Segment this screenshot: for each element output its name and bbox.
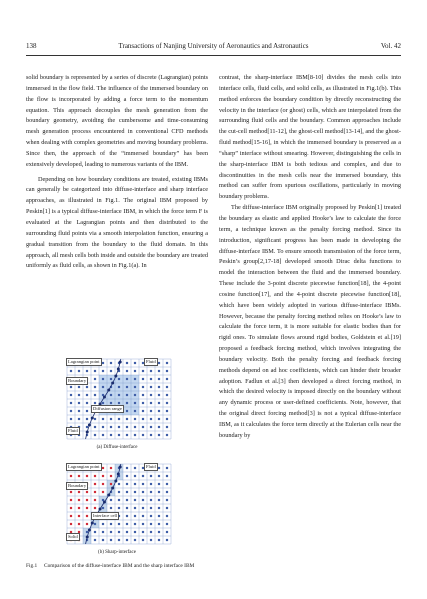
- fluid-point: [150, 370, 152, 372]
- fluid-point: [158, 483, 160, 485]
- solid-point: [102, 483, 104, 485]
- fluid-point: [166, 402, 168, 404]
- solid-point: [78, 523, 80, 525]
- fluid-point: [126, 418, 128, 420]
- lagrangian-point: [103, 501, 106, 504]
- fluid-point: [150, 418, 152, 420]
- fluid-point: [126, 475, 128, 477]
- volume-label: Vol. 42: [380, 42, 401, 50]
- solid-point: [70, 491, 72, 493]
- fluid-point: [102, 402, 104, 404]
- fluid-point: [166, 362, 168, 364]
- solid-point: [102, 467, 104, 469]
- fluid-point: [166, 491, 168, 493]
- subfigure-caption: (a) Diffuse-interface: [96, 445, 138, 450]
- fluid-point: [150, 539, 152, 541]
- fluid-point: [94, 418, 96, 420]
- fluid-label: Fluid: [146, 464, 156, 469]
- fluid-point: [126, 523, 128, 525]
- fluid-point: [110, 434, 112, 436]
- figure-number: Fig.1: [26, 563, 38, 569]
- fluid-point: [150, 475, 152, 477]
- fluid-point: [134, 434, 136, 436]
- fluid-point: [142, 386, 144, 388]
- fluid-point: [142, 483, 144, 485]
- fluid-point: [126, 378, 128, 380]
- fluid-point: [118, 539, 120, 541]
- header-rule: [26, 55, 401, 56]
- fluid-point: [86, 370, 88, 372]
- lagrangian-point: [117, 473, 120, 476]
- fluid-point: [134, 467, 136, 469]
- journal-title: Transactions of Nanjing University of Aeronautics and Astronautics: [118, 42, 309, 50]
- diffusion-range-label: Diffusion range: [93, 406, 122, 411]
- solid-point: [110, 467, 112, 469]
- fluid-point: [134, 531, 136, 533]
- fluid-point: [166, 515, 168, 517]
- fluid-point: [134, 426, 136, 428]
- lagrangian-point: [111, 382, 114, 385]
- lagrangian-point: [117, 368, 120, 371]
- fluid-point: [158, 362, 160, 364]
- paragraph: contrast, the sharp-interface IBM[8-10] divides the mesh cells into interface cells, fluid cells, and solid cells, as illustrated in Fig.1(b). This method enforces the boundary condition by directly reconstructing the velocity in the interface (or ghost) cells, which are interpolated from the surrounding fluid cells and the boundary. Common approaches include the cut-cell method[11-12], the ghost-cell method[13-14], and the ghost-fluid method[15-16], in which the immersed boundary is preserved as a “sharp” interface without smearing. However, distinguishing the cells in the sharp-interface IBM is both tedious and complex, and due to discontinuities in the mesh cells near the immersed boundary, this method can suffer from spurious oscillations, particularly in moving boundary problems.: [219, 74, 401, 201]
- fluid-point: [118, 418, 120, 420]
- fluid-point: [70, 386, 72, 388]
- fluid-point: [150, 515, 152, 517]
- solid-point: [86, 475, 88, 477]
- fluid-point: [150, 434, 152, 436]
- fluid-point: [166, 378, 168, 380]
- fluid-label: Fluid: [68, 428, 78, 433]
- fluid-point: [166, 483, 168, 485]
- fluid-point: [166, 434, 168, 436]
- fluid-point: [166, 499, 168, 501]
- fluid-point: [70, 410, 72, 412]
- fluid-point: [110, 418, 112, 420]
- fluid-point: [150, 523, 152, 525]
- fluid-point: [86, 410, 88, 412]
- fluid-point: [102, 434, 104, 436]
- solid-point: [86, 515, 88, 517]
- fluid-point: [134, 394, 136, 396]
- fluid-point: [126, 402, 128, 404]
- fluid-point: [166, 418, 168, 420]
- lagrangian-point-label: Lagrangian point: [68, 359, 100, 364]
- solid-point: [78, 507, 80, 509]
- solid-point: [94, 483, 96, 485]
- fluid-point: [126, 386, 128, 388]
- fluid-point: [118, 491, 120, 493]
- fluid-point: [118, 378, 120, 380]
- fluid-point: [134, 378, 136, 380]
- figure-caption: [26, 562, 208, 570]
- fluid-point: [110, 426, 112, 428]
- fluid-point: [102, 378, 104, 380]
- solid-point: [70, 515, 72, 517]
- fluid-point: [102, 370, 104, 372]
- fluid-point: [126, 531, 128, 533]
- solid-point: [94, 475, 96, 477]
- fluid-point: [142, 370, 144, 372]
- fluid-point: [126, 499, 128, 501]
- lagrangian-point: [107, 494, 110, 497]
- fluid-point: [134, 418, 136, 420]
- subfigure-caption: (b) Sharp-interface: [98, 550, 136, 555]
- fluid-point: [142, 507, 144, 509]
- fluid-point: [126, 394, 128, 396]
- fluid-point: [134, 515, 136, 517]
- fluid-point: [142, 531, 144, 533]
- boundary-label: Boundary: [68, 483, 87, 488]
- fluid-point: [94, 434, 96, 436]
- fluid-point: [166, 531, 168, 533]
- fluid-point: [118, 483, 120, 485]
- solid-point: [70, 475, 72, 477]
- fluid-point: [134, 539, 136, 541]
- fluid-point: [70, 402, 72, 404]
- fluid-point: [126, 434, 128, 436]
- fluid-point: [86, 426, 88, 428]
- lagrangian-point: [114, 375, 117, 378]
- lagrangian-point: [114, 480, 117, 483]
- fluid-point: [94, 523, 96, 525]
- fluid-point: [110, 362, 112, 364]
- lagrangian-point-label: Lagrangian point: [68, 464, 100, 469]
- fluid-point: [118, 434, 120, 436]
- fluid-point: [150, 402, 152, 404]
- fluid-point: [70, 394, 72, 396]
- solid-point: [78, 491, 80, 493]
- lagrangian-point: [88, 529, 91, 532]
- lagrangian-point: [91, 417, 94, 420]
- fluid-point: [86, 402, 88, 404]
- fluid-point: [150, 410, 152, 412]
- fluid-point: [134, 410, 136, 412]
- fluid-point: [134, 362, 136, 364]
- fluid-point: [158, 539, 160, 541]
- fluid-point: [94, 426, 96, 428]
- fluid-point: [142, 402, 144, 404]
- fluid-point: [150, 483, 152, 485]
- fluid-point: [134, 402, 136, 404]
- fluid-point: [78, 394, 80, 396]
- fluid-point: [94, 539, 96, 541]
- fluid-point: [150, 394, 152, 396]
- fluid-point: [110, 370, 112, 372]
- fluid-point: [158, 523, 160, 525]
- left-column: [26, 73, 208, 272]
- solid-point: [94, 491, 96, 493]
- fluid-point: [110, 378, 112, 380]
- fluid-point: [142, 491, 144, 493]
- figure-caption-text: Comparison of the diffuse-interface IBM and the sharp interface IBM: [44, 563, 195, 569]
- fluid-point: [118, 426, 120, 428]
- fluid-point: [126, 370, 128, 372]
- solid-point: [110, 475, 112, 477]
- fluid-point: [86, 418, 88, 420]
- fluid-point: [110, 507, 112, 509]
- solid-point: [70, 507, 72, 509]
- fluid-point: [126, 410, 128, 412]
- solid-point: [110, 483, 112, 485]
- fluid-point: [78, 418, 80, 420]
- fluid-point: [158, 507, 160, 509]
- solid-point: [86, 523, 88, 525]
- fluid-point: [118, 394, 120, 396]
- fluid-point: [158, 394, 160, 396]
- fluid-point: [94, 394, 96, 396]
- solid-point: [94, 499, 96, 501]
- lagrangian-point: [107, 389, 110, 392]
- fluid-point: [110, 539, 112, 541]
- fluid-point: [126, 539, 128, 541]
- fluid-point: [150, 531, 152, 533]
- fluid-point: [110, 402, 112, 404]
- fluid-point: [78, 402, 80, 404]
- fluid-point: [126, 426, 128, 428]
- fluid-point: [94, 386, 96, 388]
- interface-cell-label: Interface cell: [93, 513, 118, 518]
- fluid-point: [110, 531, 112, 533]
- fluid-point: [102, 386, 104, 388]
- fluid-point: [142, 515, 144, 517]
- figure-panel-sharp: [62, 460, 172, 558]
- fluid-point: [166, 410, 168, 412]
- fluid-point: [126, 491, 128, 493]
- fluid-point: [166, 539, 168, 541]
- fluid-point: [150, 378, 152, 380]
- fluid-point: [86, 531, 88, 533]
- right-column: [219, 73, 401, 442]
- solid-point: [86, 499, 88, 501]
- fluid-point: [102, 539, 104, 541]
- fluid-point: [142, 475, 144, 477]
- solid-point: [78, 475, 80, 477]
- fluid-point: [142, 378, 144, 380]
- fluid-point: [158, 370, 160, 372]
- fluid-point: [158, 418, 160, 420]
- fluid-point: [94, 402, 96, 404]
- fluid-point: [102, 426, 104, 428]
- fluid-point: [134, 370, 136, 372]
- fluid-point: [102, 523, 104, 525]
- fluid-point: [126, 507, 128, 509]
- solid-point: [102, 491, 104, 493]
- solid-point: [70, 499, 72, 501]
- paragraph: solid boundary is represented by a series of discrete (Lagrangian) points immersed in the flow field. The influence of the immersed boundary on the flow is incorporated by adding a force term to the momentum equation. This approach decouples the mesh generation from the boundary geometry, avoiding the cumbersome and time-consuming mesh generation process encountered in conventional CFD methods when dealing with complex geometries and moving boundary problems. Since then, the approach of the “immersed boundary” has been extensively developed, leading to numerous variants of the IBM.: [26, 74, 208, 168]
- solid-point: [70, 523, 72, 525]
- lagrangian-point: [103, 396, 106, 399]
- fluid-point: [70, 418, 72, 420]
- fluid-point: [158, 434, 160, 436]
- fluid-point: [150, 386, 152, 388]
- fluid-point: [166, 467, 168, 469]
- solid-point: [78, 499, 80, 501]
- page-number: 138: [26, 42, 37, 50]
- fluid-point: [94, 370, 96, 372]
- fluid-point: [134, 499, 136, 501]
- fluid-point: [102, 418, 104, 420]
- solid-label: Solid: [68, 534, 78, 539]
- boundary-label: Boundary: [68, 378, 87, 383]
- fluid-point: [110, 499, 112, 501]
- page-header: [26, 40, 401, 54]
- fluid-point: [158, 386, 160, 388]
- lagrangian-point: [86, 536, 89, 539]
- lagrangian-point: [91, 522, 94, 525]
- fluid-point: [86, 386, 88, 388]
- figure-1: [26, 355, 208, 570]
- fluid-point: [158, 426, 160, 428]
- fluid-point: [142, 394, 144, 396]
- lagrangian-point: [86, 431, 89, 434]
- fluid-point: [166, 426, 168, 428]
- fluid-point: [142, 523, 144, 525]
- fluid-point: [118, 523, 120, 525]
- fluid-point: [150, 499, 152, 501]
- fluid-point: [142, 499, 144, 501]
- solid-point: [78, 515, 80, 517]
- fluid-point: [134, 523, 136, 525]
- fluid-point: [134, 475, 136, 477]
- fluid-point: [126, 483, 128, 485]
- fluid-point: [110, 394, 112, 396]
- lagrangian-point: [111, 487, 114, 490]
- fluid-point: [110, 523, 112, 525]
- paragraph: Depending on how boundary conditions are treated, existing IBMs can generally be categorized into diffuse-interface and sharp interface approaches, as illustrated in Fig.1. The original IBM proposed by Peskin[1] is a typical diffuse-interface IBM, in which the force term F is evaluated at the Lagrangian points and then distributed to the surrounding fluid points via a smooth interpolation function, ensuring a gradual transition from the boundary to the fluid domain. In this approach, all mesh cells both inside and outside the boundary are treated uniformly as fluid cells, as shown in Fig.1(a). In: [26, 175, 208, 270]
- lagrangian-point: [119, 361, 122, 364]
- fluid-point: [118, 499, 120, 501]
- fluid-point: [142, 418, 144, 420]
- lagrangian-point: [88, 424, 91, 427]
- fluid-point: [102, 362, 104, 364]
- fluid-point: [142, 426, 144, 428]
- fluid-point: [78, 370, 80, 372]
- fluid-point: [86, 394, 88, 396]
- fluid-point: [150, 507, 152, 509]
- fluid-point: [102, 507, 104, 509]
- fluid-point: [118, 386, 120, 388]
- fluid-point: [118, 531, 120, 533]
- fluid-point: [166, 394, 168, 396]
- fluid-point: [94, 378, 96, 380]
- fluid-point: [78, 410, 80, 412]
- fluid-point: [118, 507, 120, 509]
- fluid-point: [166, 507, 168, 509]
- fluid-point: [166, 386, 168, 388]
- fluid-point: [102, 531, 104, 533]
- fluid-point: [134, 483, 136, 485]
- fluid-point: [158, 531, 160, 533]
- fluid-point: [94, 531, 96, 533]
- fluid-point: [166, 370, 168, 372]
- fluid-point: [158, 491, 160, 493]
- fluid-point: [134, 507, 136, 509]
- solid-point: [86, 507, 88, 509]
- fluid-point: [70, 370, 72, 372]
- solid-point: [94, 507, 96, 509]
- fluid-point: [158, 402, 160, 404]
- fluid-point: [134, 386, 136, 388]
- fluid-point: [142, 410, 144, 412]
- fluid-point: [166, 475, 168, 477]
- paragraph: The diffuse-interface IBM originally proposed by Peskin[1] treated the boundary as elastic and applied Hooke’s law to calculate the force term, a technique known as the penalty forcing method. Since its introduction, significant progress has been made in developing the diffuse-interface IBM. To ensure smooth transmission of the force term, Peskin’s group[2,17-18] developed smooth Dirac delta functions to model the interaction between the fluid and the immersed boundary. These include the 3-point discrete piecewise function[18], the 4-point cosine function[17], and the 4-point discrete piecewise function[18], which have been widely adopted in various diffuse-interface IBMs. However, because the penalty forcing method relies on Hooke’s law to calculate the force term, it is more suitable for elastic bodies than for rigid ones. To simulate flows around rigid bodies, Goldstein et al.[19] proposed a feedback forcing method, which involves integrating the boundary velocity. Both the penalty forcing and feedback forcing methods depend on ad hoc coefficients, which can hinder their broader adoption. Fadlun et al.[3] then developed a direct forcing method, in which the desired velocity is imposed directly on the boundary without any dynamic process or user-defined coefficients. Note, however, that the original direct forcing method[3] is not a typical diffuse-interface IBM, as it calculates the force term directly at the Eulerian cells near the boundary by: [219, 204, 401, 439]
- solid-point: [86, 491, 88, 493]
- fluid-point: [142, 434, 144, 436]
- fluid-point: [158, 410, 160, 412]
- figure-panel-diffuse: [62, 355, 172, 453]
- fluid-point: [78, 386, 80, 388]
- fluid-point: [158, 378, 160, 380]
- fluid-point: [166, 523, 168, 525]
- fluid-point: [158, 467, 160, 469]
- fluid-point: [142, 539, 144, 541]
- fluid-point: [158, 515, 160, 517]
- solid-point: [102, 475, 104, 477]
- fluid-point: [126, 515, 128, 517]
- fluid-point: [158, 499, 160, 501]
- fluid-point: [118, 402, 120, 404]
- lagrangian-point: [99, 508, 102, 511]
- fluid-point: [126, 362, 128, 364]
- fluid-point: [134, 491, 136, 493]
- fluid-point: [150, 426, 152, 428]
- fluid-point: [126, 467, 128, 469]
- fluid-point: [150, 491, 152, 493]
- lagrangian-point: [119, 466, 122, 469]
- fluid-label: Fluid: [146, 359, 156, 364]
- fluid-point: [158, 475, 160, 477]
